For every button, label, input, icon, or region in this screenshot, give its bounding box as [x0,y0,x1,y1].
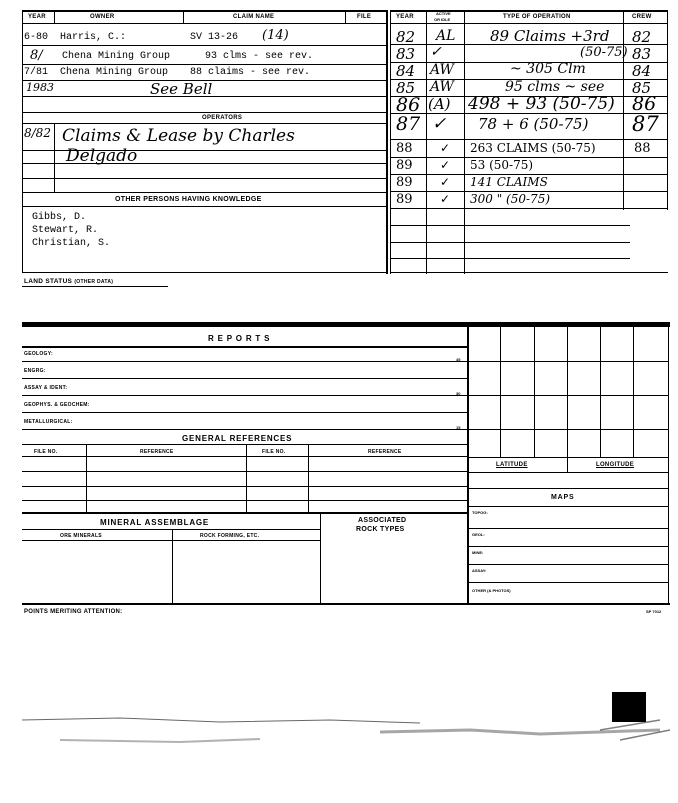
report-row-label: ASSAY & IDENT: [24,385,68,391]
col-reference: REFERENCE [368,449,402,455]
map-row-label: GEOL: [472,532,485,537]
person-name: Gibbs, D. [32,212,87,223]
claim-name: SV 13-26 [190,32,239,43]
operators-title: OPERATORS [202,115,243,121]
maps-title: MAPS [551,494,575,501]
col-file-no: FILE NO. [34,449,58,455]
header-year-right: YEAR [396,14,414,20]
activity-year: 83 [396,45,416,63]
activity-crew: 86 [632,93,657,115]
owner-name: Harris, C.: [60,32,127,43]
activity-type: 53 (50-75) [470,158,534,172]
activity-year: 86 [396,94,421,116]
points-meriting-attention-label: POINTS MERITING ATTENTION: [24,609,123,615]
activity-crew: 82 [632,28,652,46]
ore-minerals-header: ORE MINERALS [60,533,102,539]
owner-name: Chena Mining Group [60,67,169,78]
report-row-label: GEOPHYS. & GEOCHEM: [24,402,90,408]
activity-type: 498 + 93 (50-75) [468,94,615,114]
activity-year: 82 [396,28,416,46]
operator-year: 8/82 [24,126,51,140]
activity-status: AW [430,79,454,95]
scale-number: 15 [456,425,461,430]
header-claim-name: CLAIM NAME [233,14,275,20]
col-file-no: FILE NO. [262,449,286,455]
scale-number: 30 [456,391,461,396]
form-number: SP 7012 [646,609,662,614]
header-owner: OWNER [90,14,115,20]
owner-name-handwritten: See Bell [150,80,213,98]
header-or-idle: OR IDLE [434,17,451,22]
other-persons-title: OTHER PERSONS HAVING KNOWLEDGE [115,196,262,203]
activity-status: ✓ [440,141,451,155]
activity-type: 141 CLAIMS [470,175,548,189]
map-row-label: MINE: [472,550,484,555]
activity-type: ~ 305 Clm [510,61,586,77]
associated-label: ASSOCIATED [358,517,407,524]
header-crew: CREW [632,14,652,20]
activity-status: ✓ [440,192,451,206]
header-active: ACTIVE [436,11,451,16]
person-name: Christian, S. [32,238,111,249]
activity-crew: 84 [632,62,652,80]
activity-year: 89 [396,175,413,190]
activity-status: AW [430,62,454,78]
activity-type: 95 clms ~ see [505,79,605,95]
activity-year: 84 [396,62,416,80]
claim-count-handwritten: (14) [262,28,289,43]
activity-status: (A) [428,95,451,113]
activity-type: 89 Claims +3rd [490,27,610,45]
activity-year: 87 [396,113,421,135]
operator-text-line2: Delgado [66,146,138,166]
activity-crew: 85 [632,79,652,97]
activity-status: ✓ [440,158,451,172]
map-row-label: TOPOG: [472,510,488,515]
owner-year: 6-80 [24,32,49,43]
mineral-assemblage-title: MINERAL ASSEMBLAGE [100,518,210,527]
general-references-title: GENERAL REFERENCES [182,434,293,443]
owner-year: 1983 [26,81,54,94]
activity-year: 89 [396,192,413,207]
report-row-label: GEOLOGY: [24,351,53,357]
activity-year: 88 [396,141,413,156]
longitude-label: LONGITUDE [596,462,635,468]
owner-year: 7/81 [24,67,49,78]
activity-status: ✓ [430,44,442,60]
operator-text: Claims & Lease by Charles [62,126,295,146]
claim-name: 88 claims - see rev. [190,67,311,78]
report-row-label: METALLURGICAL: [24,419,73,425]
activity-status: AL [436,28,456,44]
activity-type: (50-75) [580,45,628,60]
activity-type: 78 + 6 (50-75) [478,115,589,133]
rock-forming-header: ROCK FORMING, ETC. [200,533,260,539]
activity-status: ✓ [432,114,447,134]
rock-types-label: ROCK TYPES [356,526,405,533]
latitude-label: LATITUDE [496,462,528,468]
activity-year: 85 [396,79,416,97]
claim-name: 93 clms - see rev. [205,51,314,62]
person-name: Stewart, R. [32,225,99,236]
land-status-label: LAND STATUS (OTHER DATA) [24,278,114,285]
activity-year: 89 [396,158,413,173]
reports-title: R E P O R T S [208,334,271,343]
report-row-label: ENGRG: [24,368,46,374]
scale-number: 45 [456,357,461,362]
header-type-of-operation: TYPE OF OPERATION [503,14,571,20]
section-separator [22,322,670,327]
col-reference: REFERENCE [140,449,174,455]
owner-name: Chena Mining Group [62,51,171,62]
activity-crew: 88 [634,141,651,156]
activity-crew: 87 [632,112,659,136]
owner-year: 8/ [30,48,43,63]
land-status-underline [22,286,168,287]
activity-crew: 83 [632,45,652,63]
header-file: FILE [357,14,372,20]
header-year: YEAR [28,14,46,20]
activity-type: 263 CLAIMS (50-75) [470,141,596,155]
activity-status: ✓ [440,175,451,189]
activity-type: 300 " (50-75) [470,192,551,206]
scan-noise [0,690,678,800]
map-row-label: OTHER (& PHOTOS) [472,588,511,593]
map-row-label: ASSAY: [472,568,487,573]
